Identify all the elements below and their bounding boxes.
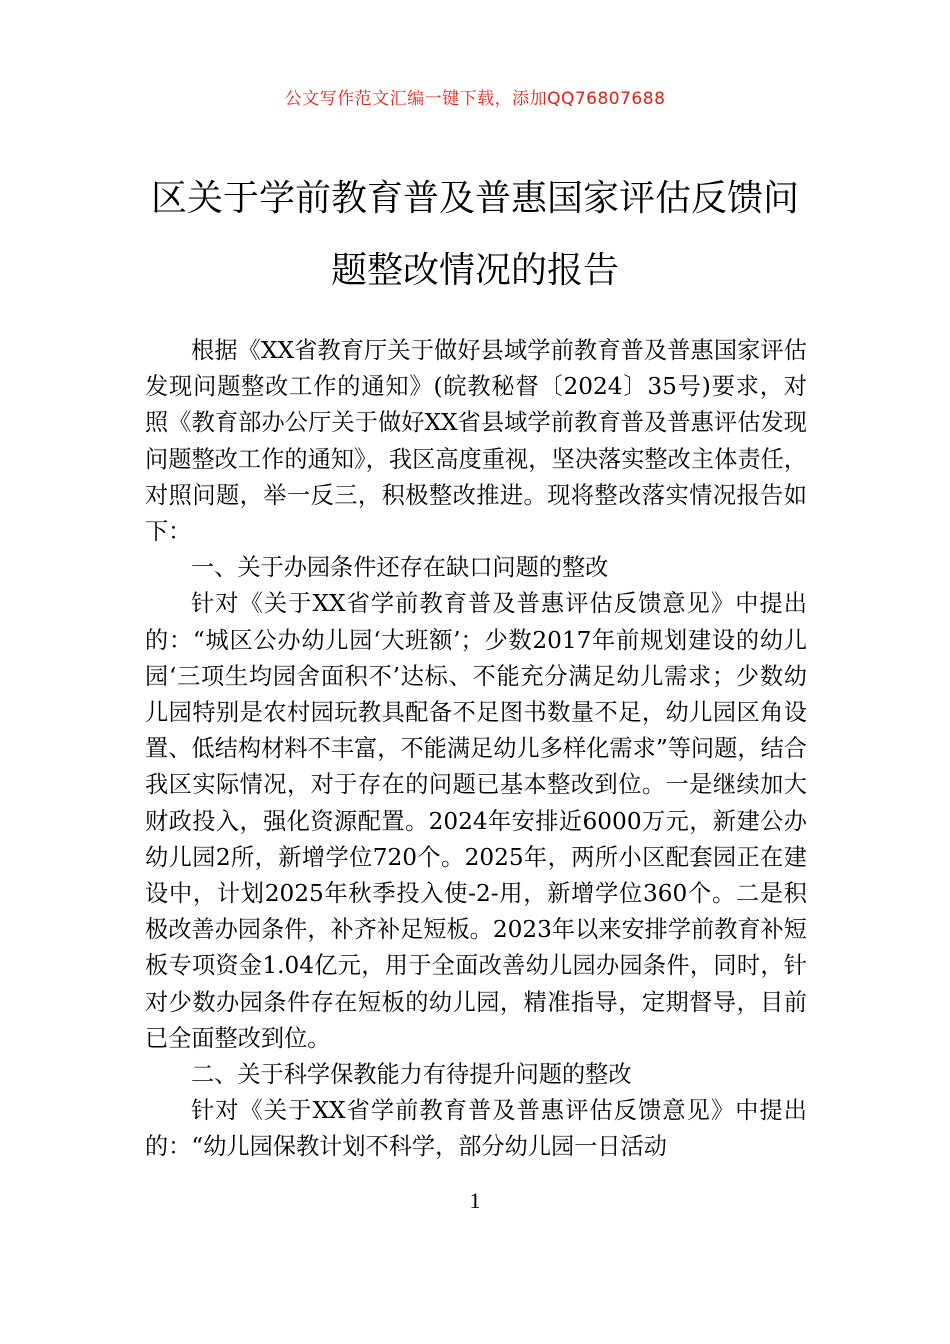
header-banner: 公文写作范文汇编一键下载，添加QQ76807688	[284, 89, 666, 109]
intro-paragraph: 根据《XX省教育厅关于做好县域学前教育普及普惠国家评估发现问题整改工作的通知》(皖教秘督〔2024〕35号)要求，对照《教育部办公厅关于做好XX省县域学前教育普及普惠评估发现问题整改工作的通知》，我区高度重视，坚决落实整改主体责任，对照问题，举一反三，积极整改推进。现将整改落实情况报告如下：	[145, 337, 807, 546]
document-title-line-2: 题整改情况的报告	[330, 250, 619, 291]
section-heading-1: 一、关于办园条件还存在缺口问题的整改	[191, 554, 609, 582]
section-1-paragraph: 针对《关于XX省学前教育普及普惠评估反馈意见》中提出的：“城区公办幼儿园‘大班额’；少数2017年前规划建设的幼儿园‘三项生均园舍面积不’达标、不能充分满足幼儿需求；少数幼儿园特别是农村园玩教具配备不足图书数量不足，幼儿园区角设置、低结构材料不丰富，不能满足幼儿多样化需求”等问题，结合我区实际情况，对于存在的问题已基本整改到位。一是继续加大财政投入，强化资源配置。2024年安排近6000万元，新建公办幼儿园2所，新增学位720个。2025年，两所小区配套园正在建设中，计划2025年秋季投入使-2-用，新增学位360个。二是积极改善办园条件，补齐补足短板。2023年以来安排学前教育补短板专项资金1.04亿元，用于全面改善幼儿园办园条件，同时，针对少数办园条件存在短板的幼儿园，精准指导，定期督导，目前已全面整改到位。	[145, 590, 807, 1052]
section-heading-2: 二、关于科学保教能力有待提升问题的整改	[191, 1061, 632, 1089]
section-2-paragraph: 针对《关于XX省学前教育普及普惠评估反馈意见》中提出的：“幼儿园保教计划不科学，部分幼儿园一日活动	[145, 1097, 807, 1161]
document-title-line-1: 区关于学前教育普及普惠国家评估反馈问	[150, 178, 799, 219]
document-body	[145, 333, 807, 1166]
page-number: 1	[469, 1188, 481, 1213]
